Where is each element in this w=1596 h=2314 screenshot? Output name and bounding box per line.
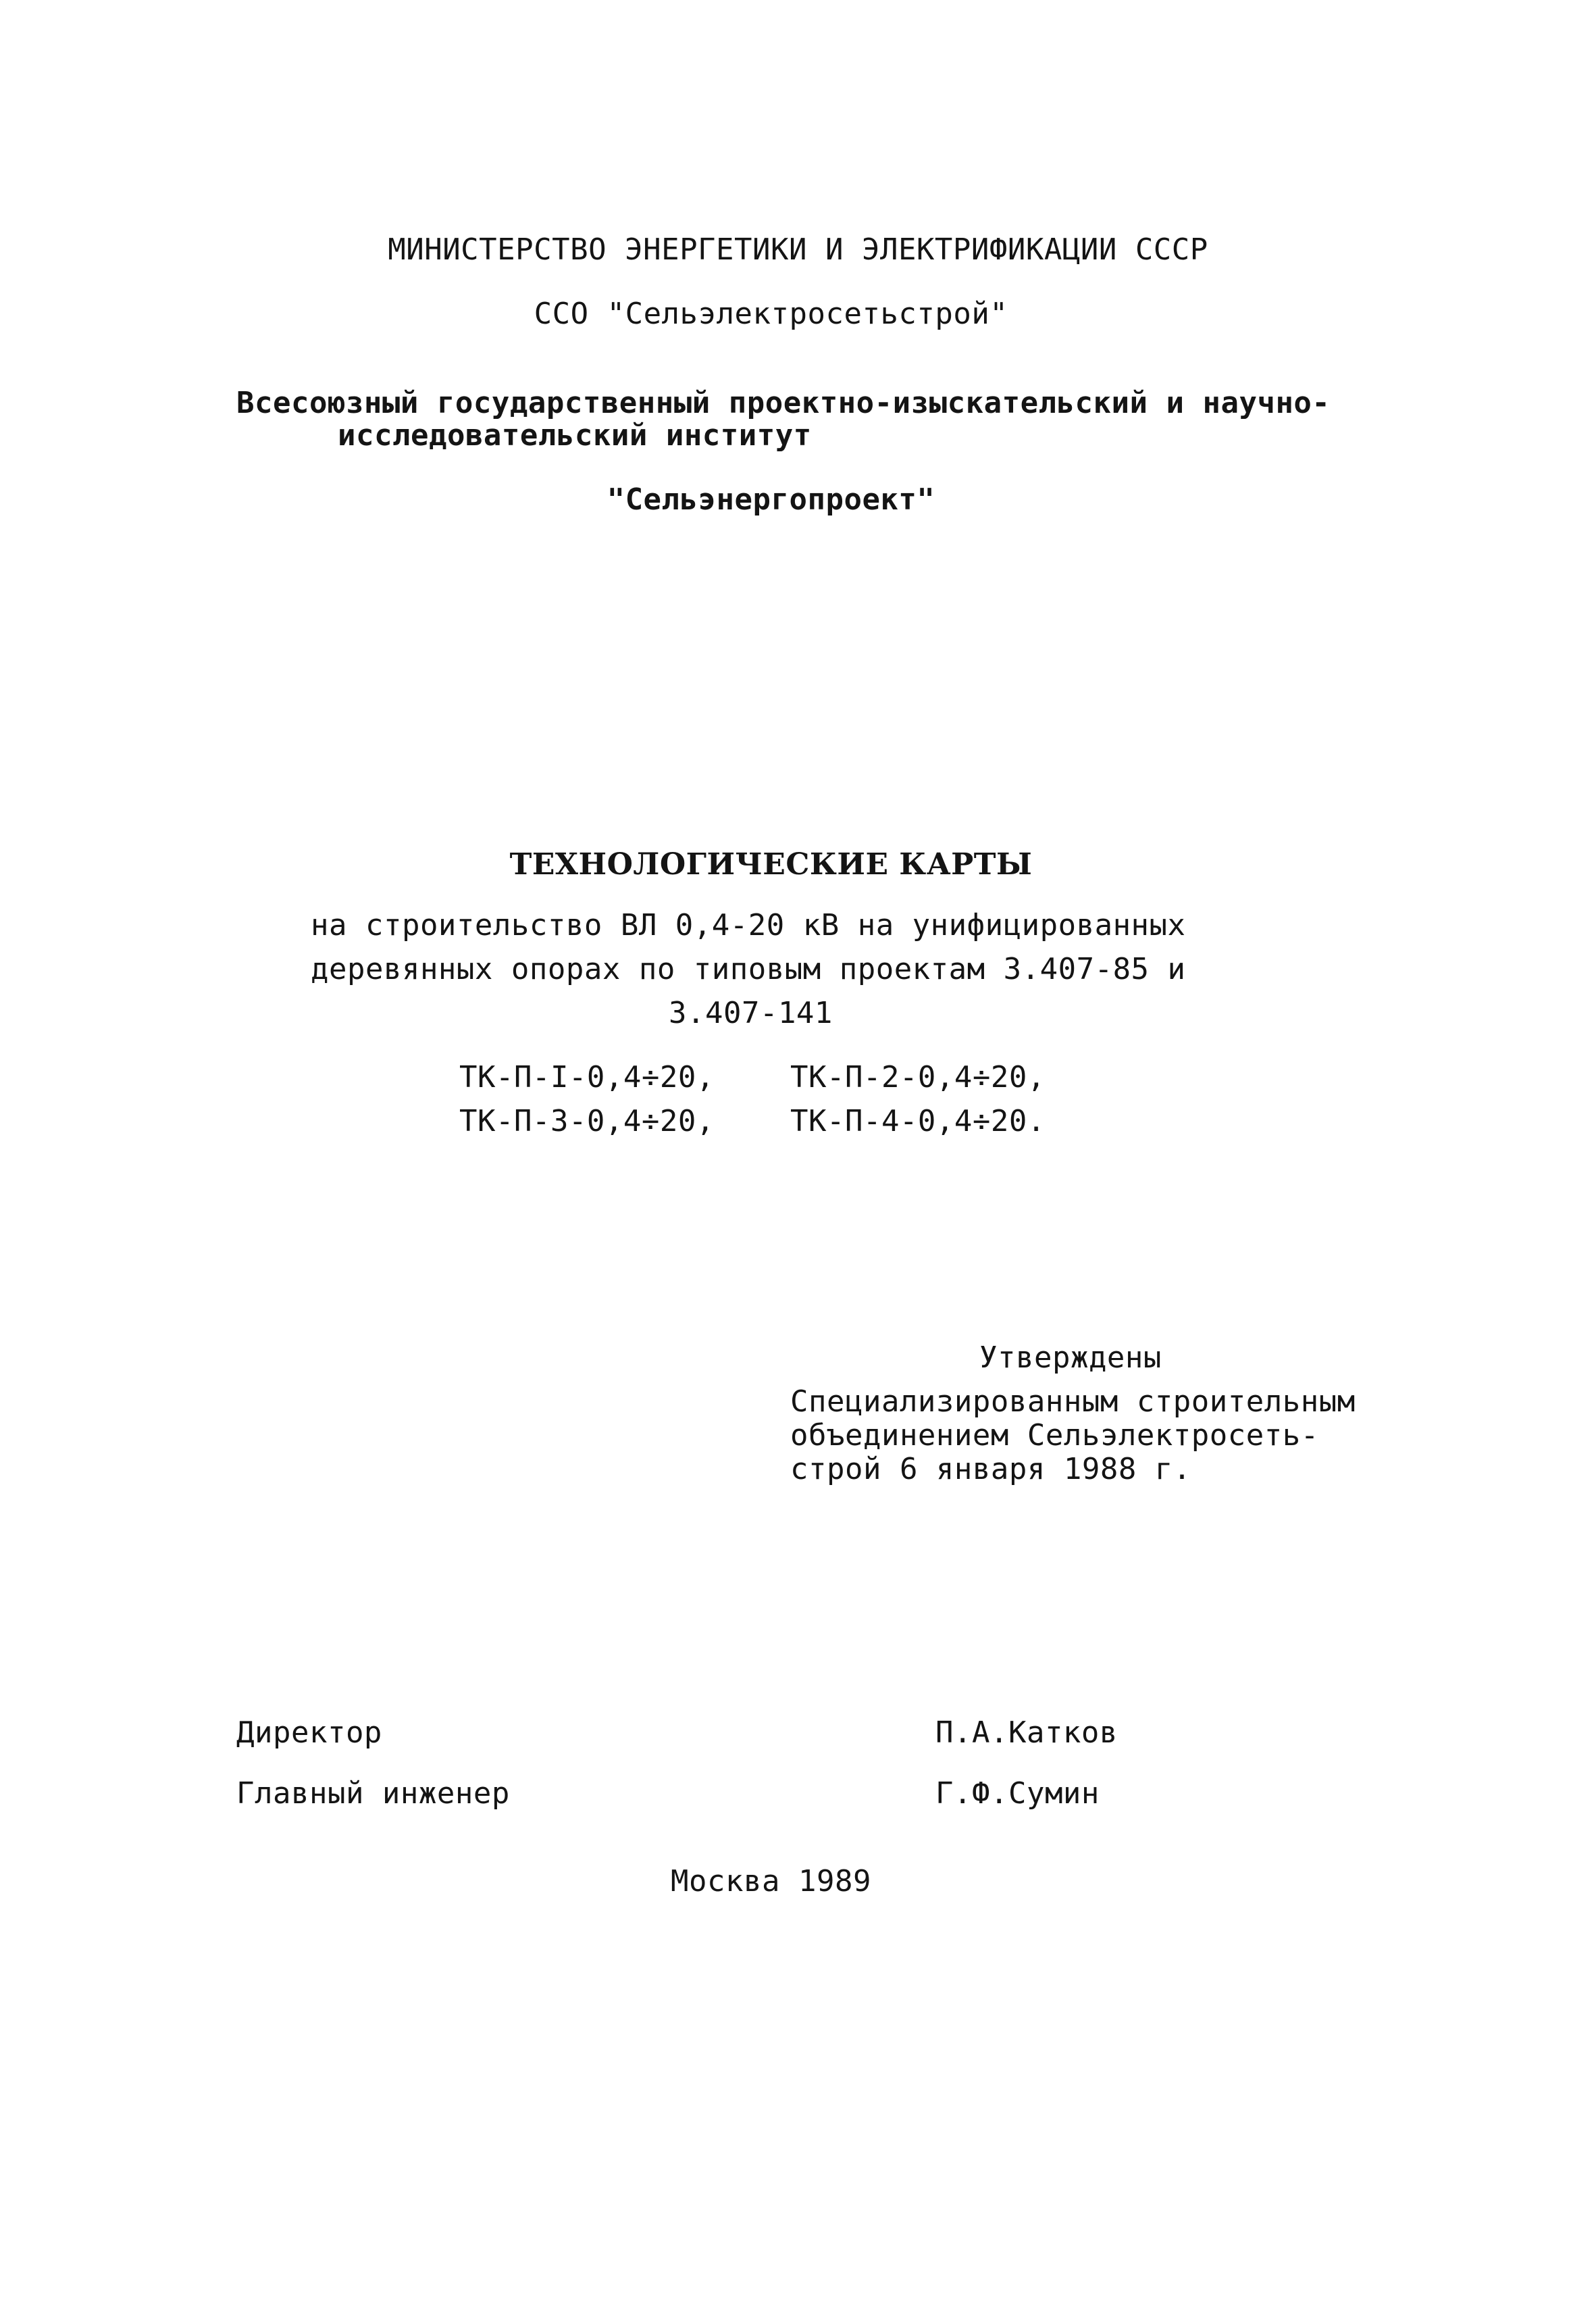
subtitle-line-3: 3.407-141 [669,996,833,1030]
approval-label: Утверждены [979,1340,1162,1375]
code-3: ТК-П-3-0,4÷20, [459,1104,715,1138]
signature-name-chief-engineer: Г.Ф.Сумин [935,1776,1100,1811]
code-4: ТК-П-4-0,4÷20. [790,1104,1046,1138]
subtitle-line-1: на строительство ВЛ 0,4-20 кВ на унифицированных [311,908,1186,942]
subtitle-line-2: деревянных опорах по типовым проектам 3.407-85 и [311,952,1186,986]
approval-line-1: Специализированным строительным [790,1384,1356,1419]
institute-name: "Сельэнергопроект" [607,482,935,517]
signature-role-director: Директор [236,1715,382,1750]
institute-line-2: исследовательский институт [338,418,812,453]
signature-role-chief-engineer: Главный инженер [236,1776,510,1811]
code-1: ТК-П-I-0,4÷20, [459,1060,715,1095]
approval-line-2: объединением Сельэлектросеть- [790,1418,1319,1453]
code-2: ТК-П-2-0,4÷20, [790,1060,1046,1095]
institute-line-1: Всесоюзный государственный проектно-изыскательский и научно- [236,386,1331,420]
approval-line-3: строй 6 января 1988 г. [790,1452,1191,1486]
signature-name-director: П.А.Катков [935,1715,1118,1750]
ministry-title: МИНИСТЕРСТВО ЭНЕРГЕТИКИ И ЭЛЕКТРИФИКАЦИИ СССР [388,232,1208,267]
association-name: ССО "Сельэлектросетьстрой" [534,297,1008,331]
document-heading: ТЕХНОЛОГИЧЕСКИЕ КАРТЫ [509,847,1033,882]
place-and-year: Москва 1989 [671,1864,871,1898]
